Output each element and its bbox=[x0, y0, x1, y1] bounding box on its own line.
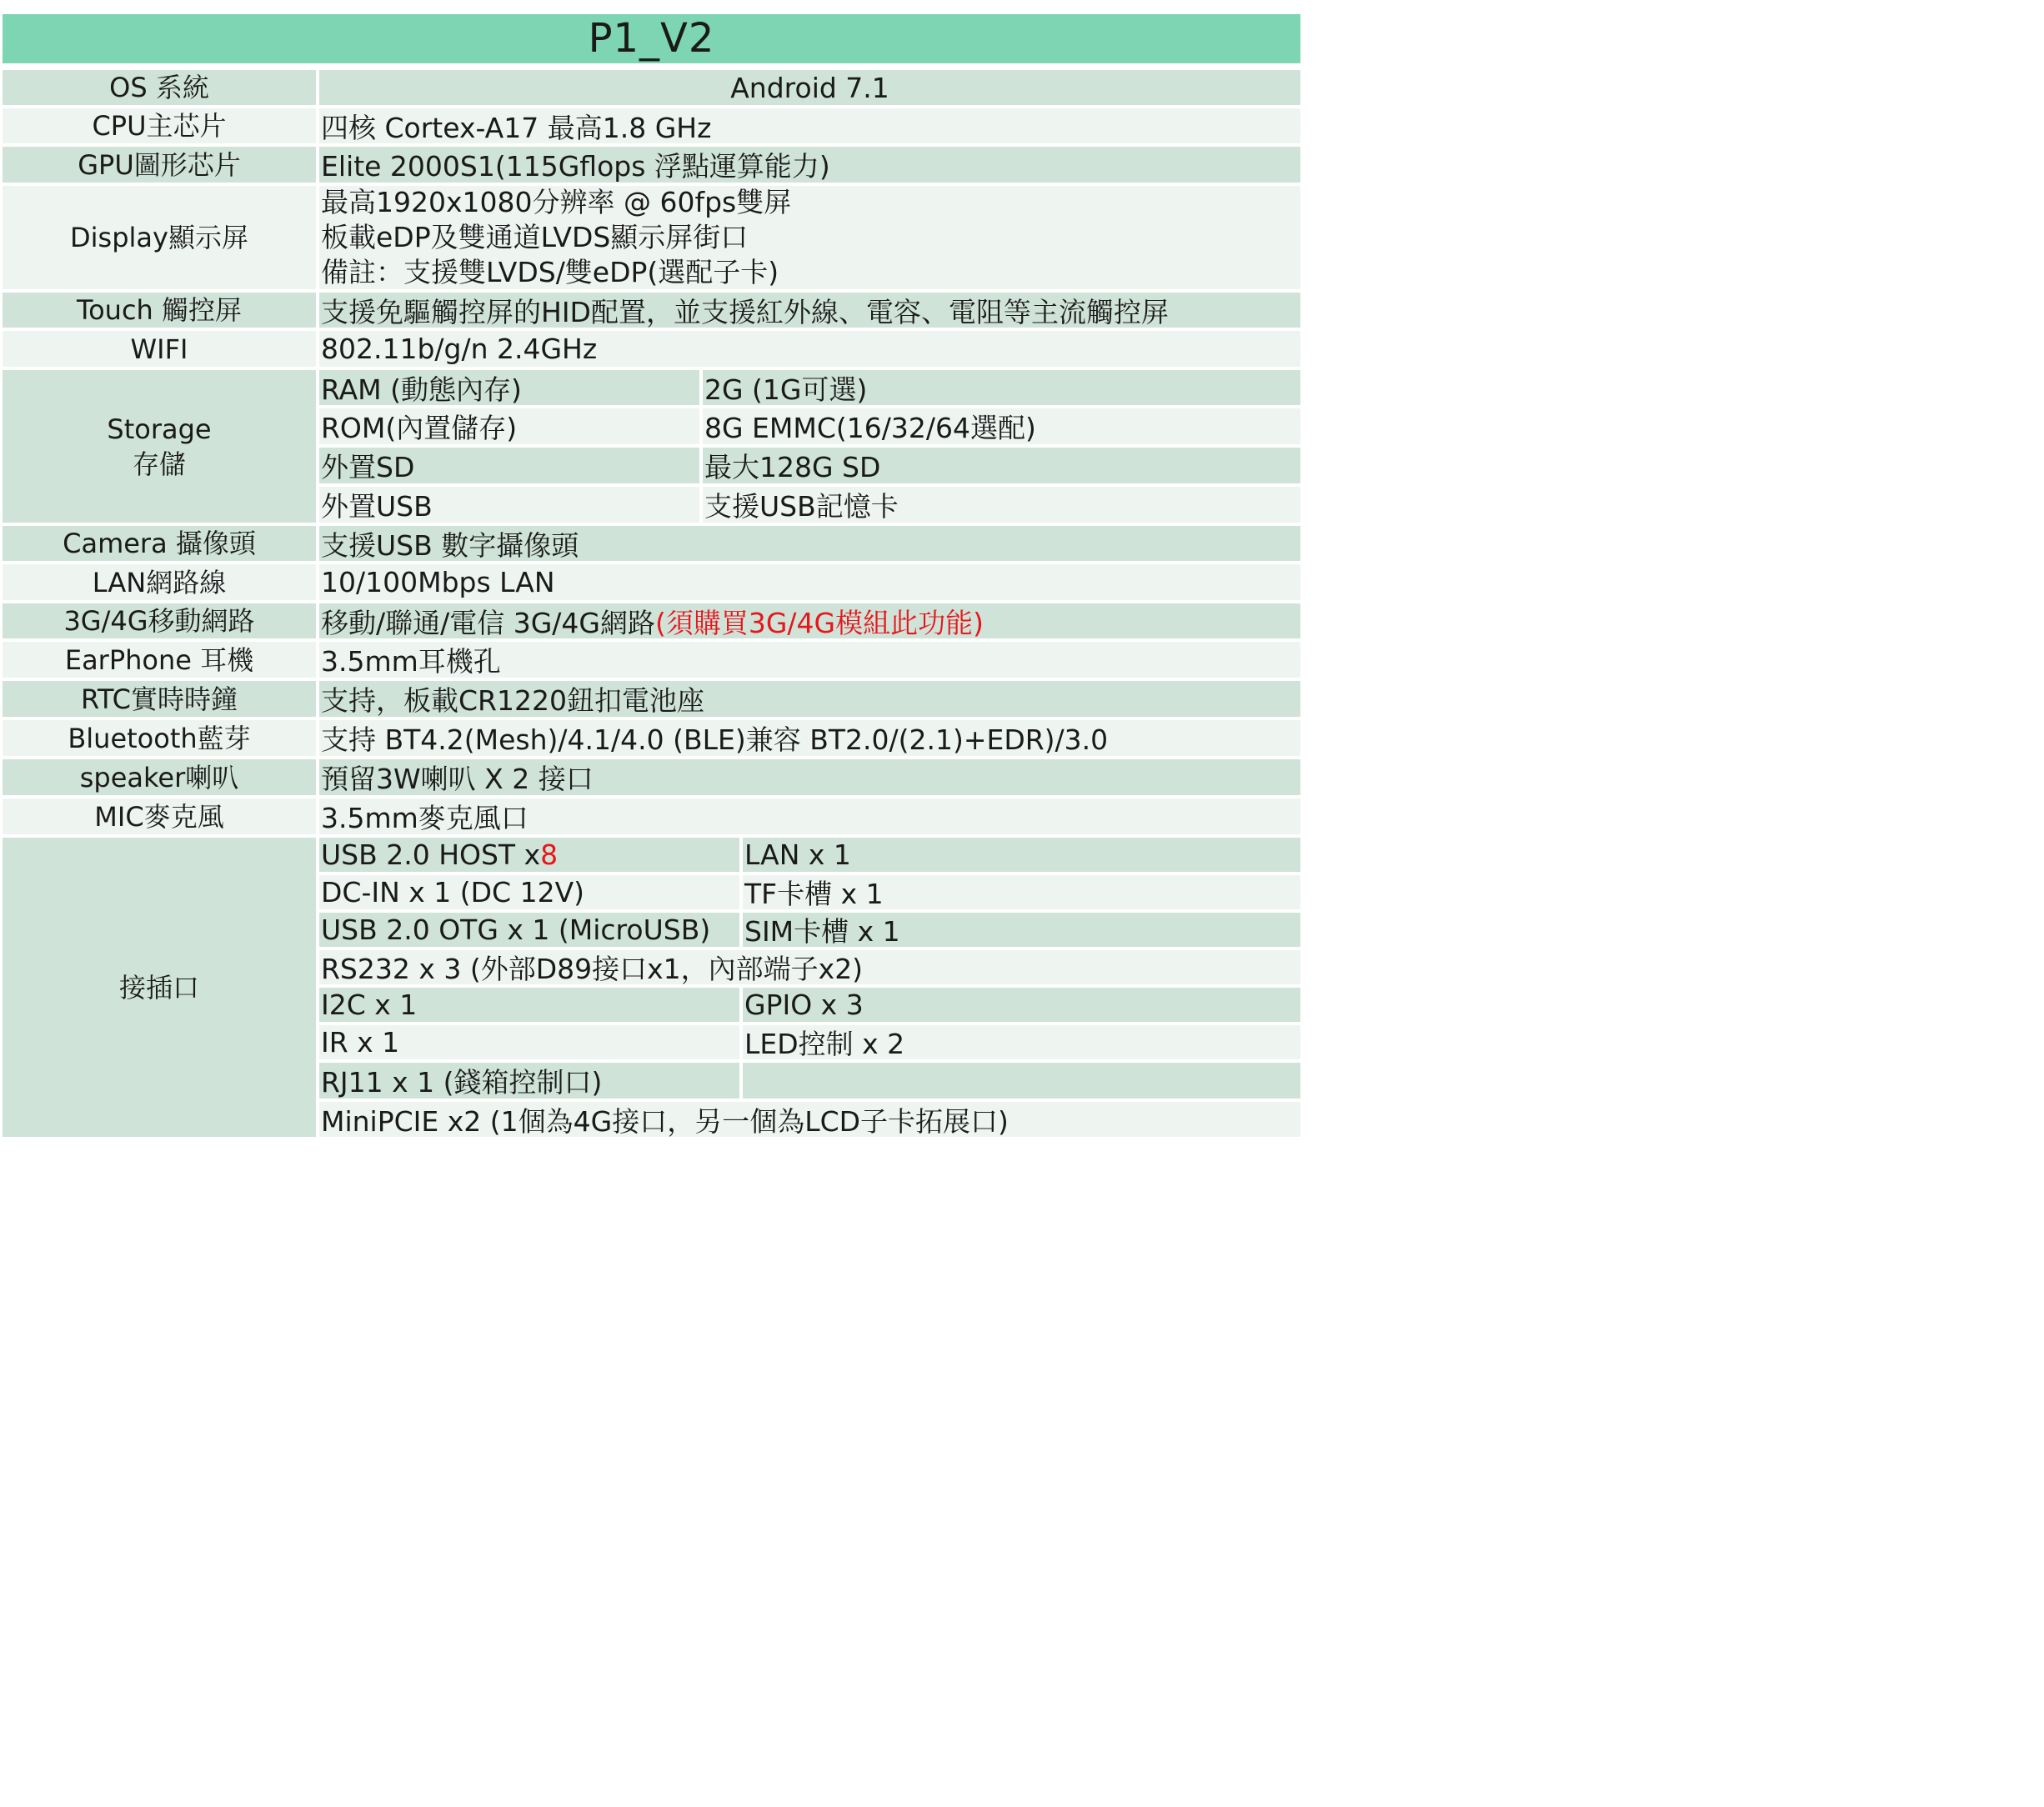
display-line: 備註：支援雙LVDS/雙eDP(選配子卡) bbox=[321, 256, 779, 288]
row-label-bluetooth: Bluetooth藍芽 bbox=[3, 720, 316, 756]
storage-item-value: 8G EMMC(16/32/64選配) bbox=[703, 408, 1300, 444]
storage-item-name: ROM(內置儲存) bbox=[319, 408, 699, 444]
row-value-touch: 支援免驅觸控屏的HID配置，並支援紅外線、電容、電阻等主流觸控屏 bbox=[319, 293, 1300, 328]
port-i2c: I2C x 1 bbox=[319, 988, 739, 1022]
row-value-wifi: 802.11b/g/n 2.4GHz bbox=[319, 331, 1300, 367]
storage-item-value: 最大128G SD bbox=[703, 448, 1300, 483]
port-usb-host-count: 8 bbox=[540, 838, 559, 871]
port-dcin: DC-IN x 1 (DC 12V) bbox=[319, 875, 739, 909]
row-label-storage: Storage 存儲 bbox=[3, 370, 316, 523]
port-minipcie: MiniPCIE x2 (1個為4G接口，另一個為LCD子卡拓展口) bbox=[319, 1102, 1300, 1137]
row-label-mobile: 3G/4G移動網路 bbox=[3, 603, 316, 638]
row-value-rtc: 支持，板載CR1220鈕扣電池座 bbox=[319, 681, 1300, 717]
storage-item-name: RAM (動態內存) bbox=[319, 370, 699, 405]
mobile-value-text: 移動/聯通/電信 3G/4G網路 bbox=[321, 606, 655, 638]
row-label-cpu: CPU主芯片 bbox=[3, 108, 316, 143]
row-value-earphone: 3.5mm耳機孔 bbox=[319, 642, 1300, 678]
row-value-mic: 3.5mm麥克風口 bbox=[319, 798, 1300, 834]
port-tf: TF卡槽 x 1 bbox=[743, 875, 1300, 909]
row-label-ports: 接插口 bbox=[3, 838, 316, 1137]
port-sim: SIM卡槽 x 1 bbox=[743, 913, 1300, 947]
port-rj11: RJ11 x 1 (錢箱控制口) bbox=[319, 1063, 739, 1099]
row-label-rtc: RTC實時時鐘 bbox=[3, 681, 316, 717]
row-value-cpu: 四核 Cortex-A17 最高1.8 GHz bbox=[319, 108, 1300, 143]
row-value-display bbox=[319, 186, 1300, 289]
row-label-touch: Touch 觸控屏 bbox=[3, 293, 316, 328]
row-label-os: OS 系統 bbox=[3, 70, 316, 105]
row-value-camera: 支援USB 數字攝像頭 bbox=[319, 526, 1300, 561]
storage-item-name: 外置USB bbox=[319, 487, 699, 523]
row-label-mic: MIC麥克風 bbox=[3, 798, 316, 834]
row-label-wifi: WIFI bbox=[3, 331, 316, 367]
storage-item-name: 外置SD bbox=[319, 448, 699, 483]
storage-item-value: 2G (1G可選) bbox=[703, 370, 1300, 405]
port-empty-cell bbox=[743, 1063, 1300, 1099]
row-label-lan: LAN網路線 bbox=[3, 564, 316, 600]
row-value-bluetooth: 支持 BT4.2(Mesh)/4.1/4.0 (BLE)兼容 BT2.0/(2.1)+EDR)/3.0 bbox=[319, 720, 1300, 756]
port-lan: LAN x 1 bbox=[743, 838, 1300, 872]
port-gpio: GPIO x 3 bbox=[743, 988, 1300, 1022]
row-value-mobile bbox=[319, 603, 1300, 638]
row-label-camera: Camera 攝像頭 bbox=[3, 526, 316, 561]
row-label-display: Display顯示屏 bbox=[3, 186, 316, 289]
port-rs232: RS232 x 3 (外部D89接口x1，內部端子x2) bbox=[319, 950, 1300, 984]
row-value-os: Android 7.1 bbox=[319, 70, 1300, 105]
row-label-gpu: GPU圖形芯片 bbox=[3, 147, 316, 183]
display-line: 最高1920x1080分辨率 @ 60fps雙屏 bbox=[321, 186, 792, 218]
row-label-speaker: speaker喇叭 bbox=[3, 759, 316, 795]
row-value-gpu: Elite 2000S1(115Gflops 浮點運算能力) bbox=[319, 147, 1300, 183]
row-value-speaker: 預留3W喇叭 X 2 接口 bbox=[319, 759, 1300, 795]
display-line: 板載eDP及雙通道LVDS顯示屏街口 bbox=[321, 221, 749, 253]
port-ir: IR x 1 bbox=[319, 1025, 739, 1059]
row-value-lan: 10/100Mbps LAN bbox=[319, 564, 1300, 600]
storage-item-value: 支援USB記憶卡 bbox=[703, 487, 1300, 523]
port-usb-host bbox=[319, 838, 739, 872]
row-label-earphone: EarPhone 耳機 bbox=[3, 642, 316, 678]
page-title: P1_V2 bbox=[3, 14, 1300, 63]
mobile-note: (須購買3G/4G模組此功能) bbox=[654, 606, 984, 638]
port-otg: USB 2.0 OTG x 1 (MicroUSB) bbox=[319, 913, 739, 947]
port-led: LED控制 x 2 bbox=[743, 1025, 1300, 1059]
port-usb-host-label: USB 2.0 HOST x bbox=[321, 838, 541, 871]
